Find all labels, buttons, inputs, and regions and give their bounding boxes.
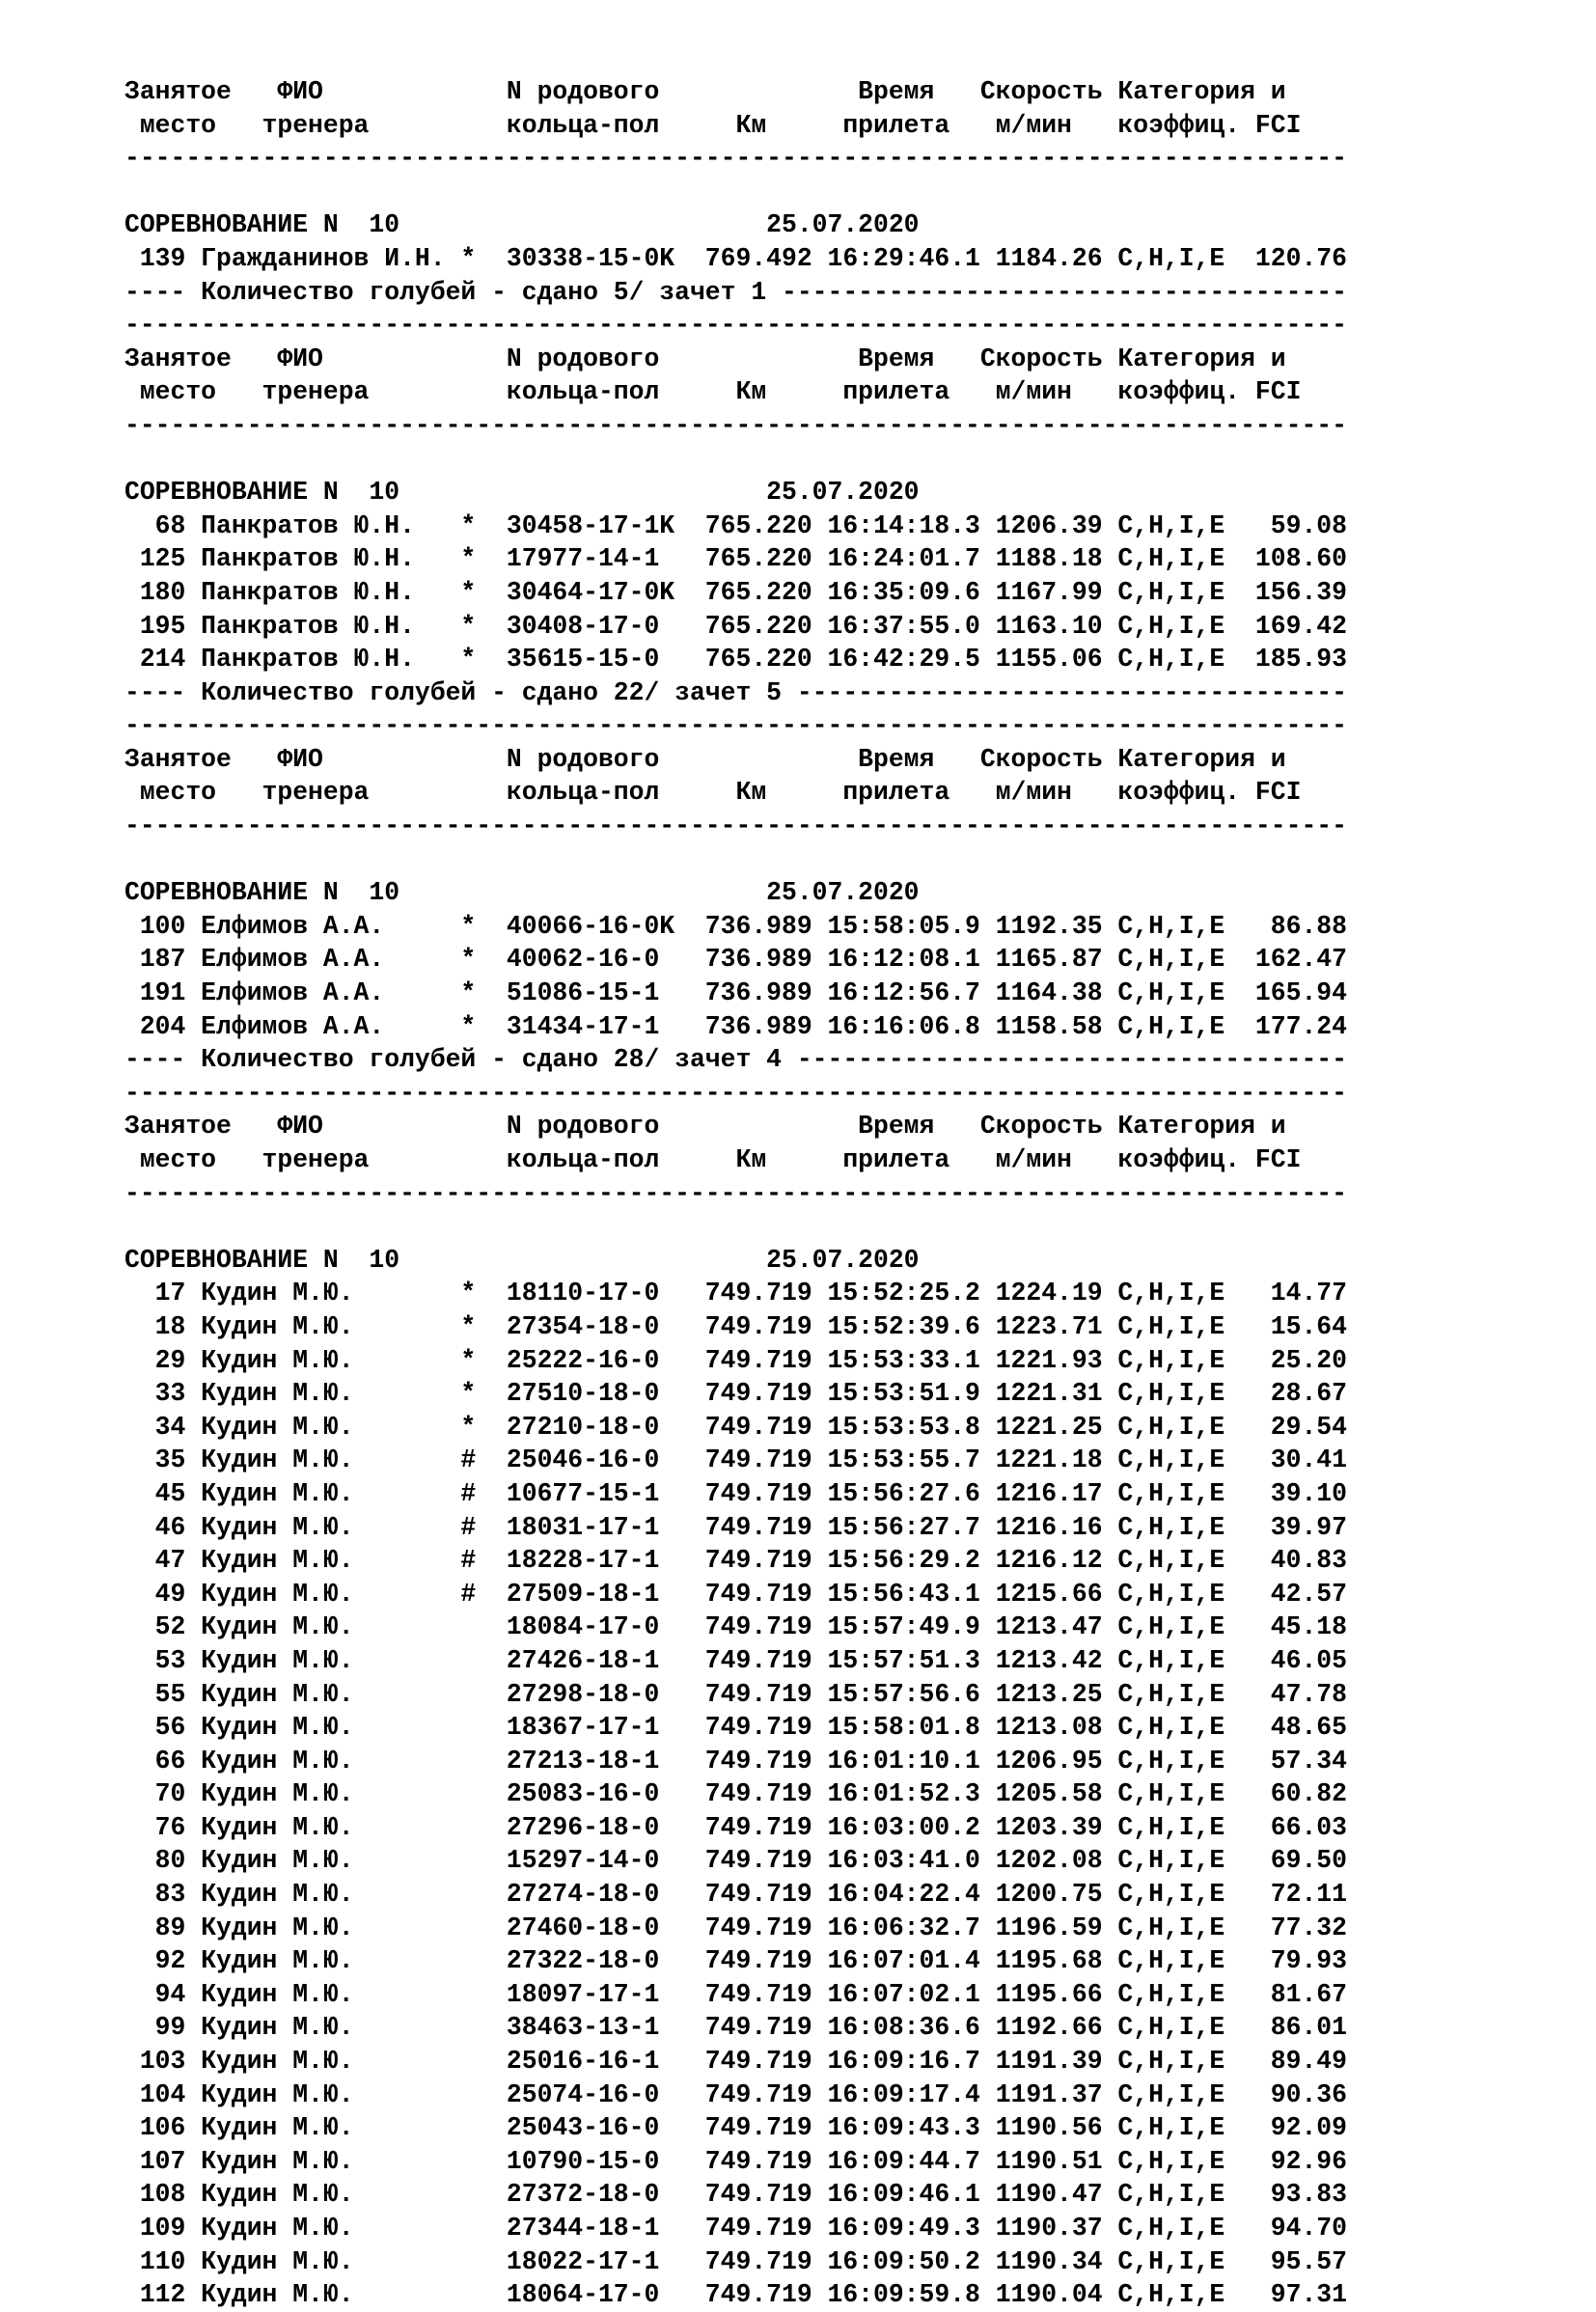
blank-line [124,176,1347,209]
header-separator: -------------------------------------------------------------------------------- [124,144,1347,174]
competition-title: СОРЕВНОВАНИЕ N 10 25.07.2020 [124,478,920,508]
header-separator: -------------------------------------------------------------------------------- [124,1178,1347,1208]
result-row: 187 Елфимов А.А. * 40062-16-0 736.989 16:12:08.1 1165.87 C,H,I,E 162.47 [124,945,1347,975]
result-row: 35 Кудин М.Ю. # 25046-16-0 749.719 15:53:55.7 1221.18 C,H,I,E 30.41 [124,1445,1347,1475]
result-row: 191 Елфимов А.А. * 51086-15-1 736.989 16:12:56.7 1164.38 C,H,I,E 165.94 [124,978,1347,1008]
section-separator: -------------------------------------------------------------------------------- [124,711,1347,741]
result-row: 34 Кудин М.Ю. * 27210-18-0 749.719 15:53:53.8 1221.25 C,H,I,E 29.54 [124,1412,1347,1442]
result-row: 89 Кудин М.Ю. 27460-18-0 749.719 16:06:32.7 1196.59 C,H,I,E 77.32 [124,1913,1347,1942]
result-row: 104 Кудин М.Ю. 25074-16-0 749.719 16:09:17.4 1191.37 C,H,I,E 90.36 [124,2079,1347,2109]
result-row: 70 Кудин М.Ю. 25083-16-0 749.719 16:01:52.3 1205.58 C,H,I,E 60.82 [124,1779,1347,1809]
result-row: 112 Кудин М.Ю. 18064-17-0 749.719 16:09:59.8 1190.04 C,H,I,E 97.31 [124,2280,1347,2310]
result-row: 49 Кудин М.Ю. # 27509-18-1 749.719 15:56:43.1 1215.66 C,H,I,E 42.57 [124,1579,1347,1609]
result-row: 18 Кудин М.Ю. * 27354-18-0 749.719 15:52:39.6 1223.71 C,H,I,E 15.64 [124,1311,1347,1341]
competition-title: СОРЕВНОВАНИЕ N 10 25.07.2020 [124,210,920,240]
result-row: 110 Кудин М.Ю. 18022-17-1 749.719 16:09:50.2 1190.34 C,H,I,E 95.57 [124,2246,1347,2276]
result-row: 17 Кудин М.Ю. * 18110-17-0 749.719 15:52:25.2 1224.19 C,H,I,E 14.77 [124,1279,1347,1308]
result-row: 66 Кудин М.Ю. 27213-18-1 749.719 16:01:10.1 1206.95 C,H,I,E 57.34 [124,1746,1347,1775]
result-row: 52 Кудин М.Ю. 18084-17-0 749.719 15:57:49.9 1213.47 C,H,I,E 45.18 [124,1612,1347,1642]
result-row: 108 Кудин М.Ю. 27372-18-0 749.719 16:09:46.1 1190.47 C,H,I,E 93.83 [124,2180,1347,2210]
result-row: 83 Кудин М.Ю. 27274-18-0 749.719 16:04:22.4 1200.75 C,H,I,E 72.11 [124,1880,1347,1910]
result-row: 56 Кудин М.Ю. 18367-17-1 749.719 15:58:01.8 1213.08 C,H,I,E 48.65 [124,1713,1347,1743]
result-row: 109 Кудин М.Ю. 27344-18-1 749.719 16:09:49.3 1190.37 C,H,I,E 94.70 [124,2214,1347,2243]
result-row: 180 Панкратов Ю.Н. * 30464-17-0K 765.220 16:35:09.6 1167.99 C,H,I,E 156.39 [124,577,1347,607]
section-separator: -------------------------------------------------------------------------------- [124,1078,1347,1108]
section-summary: ---- Количество голубей - сдано 28/ зачет 4 ------------------------------------ [124,1045,1347,1075]
blank-line [124,1210,1347,1244]
result-row: 76 Кудин М.Ю. 27296-18-0 749.719 16:03:00.2 1203.39 C,H,I,E 66.03 [124,1812,1347,1842]
competition-title: СОРЕВНОВАНИЕ N 10 25.07.2020 [124,1245,920,1275]
result-row: 94 Кудин М.Ю. 18097-17-1 749.719 16:07:02.1 1195.66 C,H,I,E 81.67 [124,1979,1347,2009]
result-row: 80 Кудин М.Ю. 15297-14-0 749.719 16:03:41.0 1202.08 C,H,I,E 69.50 [124,1846,1347,1876]
blank-line [124,843,1347,877]
result-row: 29 Кудин М.Ю. * 25222-16-0 749.719 15:53:33.1 1221.93 C,H,I,E 25.20 [124,1345,1347,1375]
column-header-line-1: Занятое ФИО N родового Время Скорость Категория и [124,744,1286,774]
result-row: 107 Кудин М.Ю. 10790-15-0 749.719 16:09:44.7 1190.51 C,H,I,E 92.96 [124,2146,1347,2176]
result-row: 214 Панкратов Ю.Н. * 35615-15-0 765.220 16:42:29.5 1155.06 C,H,I,E 185.93 [124,645,1347,674]
result-row: 103 Кудин М.Ю. 25016-16-1 749.719 16:09:16.7 1191.39 C,H,I,E 89.49 [124,2047,1347,2077]
column-header-line-2: место тренера кольца-пол Км прилета м/мин коэффиц. FCI [124,1145,1302,1174]
column-header-line-1: Занятое ФИО N родового Время Скорость Категория и [124,77,1286,106]
section-summary: ---- Количество голубей - сдано 5/ зачет 1 ------------------------------------- [124,277,1347,307]
column-header-line-2: место тренера кольца-пол Км прилета м/мин коэффиц. FCI [124,110,1302,140]
result-row: 53 Кудин М.Ю. 27426-18-1 749.719 15:57:51.3 1213.42 C,H,I,E 46.05 [124,1645,1347,1675]
result-row: 204 Елфимов А.А. * 31434-17-1 736.989 16:16:06.8 1158.58 C,H,I,E 177.24 [124,1011,1347,1041]
column-header-line-1: Занятое ФИО N родового Время Скорость Категория и [124,1112,1286,1142]
blank-line [124,443,1347,477]
result-row: 125 Панкратов Ю.Н. * 17977-14-1 765.220 16:24:01.7 1188.18 C,H,I,E 108.60 [124,544,1347,574]
result-row: 46 Кудин М.Ю. # 18031-17-1 749.719 15:56:27.7 1216.16 C,H,I,E 39.97 [124,1512,1347,1542]
result-row: 68 Панкратов Ю.Н. * 30458-17-1K 765.220 16:14:18.3 1206.39 C,H,I,E 59.08 [124,510,1347,540]
column-header-line-2: место тренера кольца-пол Км прилета м/мин коэффиц. FCI [124,778,1302,808]
column-header-line-2: место тренера кольца-пол Км прилета м/мин коэффиц. FCI [124,377,1302,407]
result-row: 100 Елфимов А.А. * 40066-16-0K 736.989 15:58:05.9 1192.35 C,H,I,E 86.88 [124,911,1347,941]
header-separator: -------------------------------------------------------------------------------- [124,812,1347,841]
header-separator: -------------------------------------------------------------------------------- [124,410,1347,440]
result-row: 55 Кудин М.Ю. 27298-18-0 749.719 15:57:56.6 1213.25 C,H,I,E 47.78 [124,1679,1347,1709]
result-row: 92 Кудин М.Ю. 27322-18-0 749.719 16:07:01.4 1195.68 C,H,I,E 79.93 [124,1946,1347,1976]
results-document [124,75,1347,2312]
result-row: 33 Кудин М.Ю. * 27510-18-0 749.719 15:53:51.9 1221.31 C,H,I,E 28.67 [124,1379,1347,1409]
result-row: 47 Кудин М.Ю. # 18228-17-1 749.719 15:56:29.2 1216.12 C,H,I,E 40.83 [124,1546,1347,1576]
result-row: 195 Панкратов Ю.Н. * 30408-17-0 765.220 16:37:55.0 1163.10 C,H,I,E 169.42 [124,611,1347,641]
section-separator: -------------------------------------------------------------------------------- [124,311,1347,341]
section-summary: ---- Количество голубей - сдано 22/ зачет 5 ------------------------------------ [124,677,1347,707]
column-header-line-1: Занятое ФИО N родового Время Скорость Категория и [124,344,1286,373]
competition-title: СОРЕВНОВАНИЕ N 10 25.07.2020 [124,878,920,908]
result-row: 45 Кудин М.Ю. # 10677-15-1 749.719 15:56:27.6 1216.17 C,H,I,E 39.10 [124,1478,1347,1508]
result-row: 99 Кудин М.Ю. 38463-13-1 749.719 16:08:36.6 1192.66 C,H,I,E 86.01 [124,2013,1347,2043]
result-row: 139 Гражданинов И.Н. * 30338-15-0K 769.492 16:29:46.1 1184.26 C,H,I,E 120.76 [124,243,1347,273]
result-row: 106 Кудин М.Ю. 25043-16-0 749.719 16:09:43.3 1190.56 C,H,I,E 92.09 [124,2113,1347,2143]
